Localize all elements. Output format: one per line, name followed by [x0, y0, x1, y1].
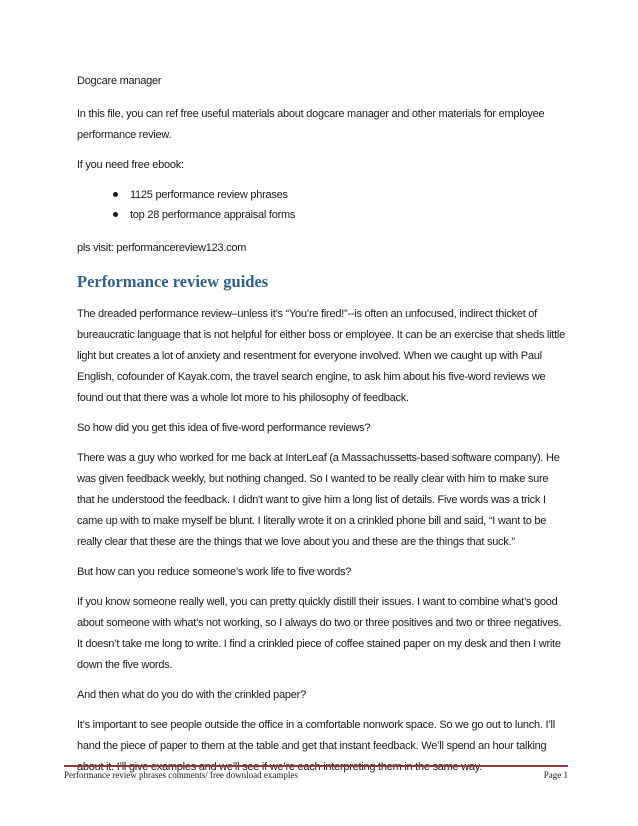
doc-title: Dogcare manager	[77, 75, 162, 87]
page-content	[77, 71, 567, 778]
body-paragraph-1: The dreaded performance review–unless it’s “You’re fired!”--is often an unfocused, indirect thicket of bureaucratic language that is not helpful for either boss or employee. It can be an exercise that sheds little light but creates a lot of anxiety and resentment for everyone involved. When we caught up with Paul English, cofounder of Kayak.com, the travel search engine, to ask him about his five-word reviews we found out that there was a whole lot more to his philosophy of feedback.	[77, 308, 565, 404]
page-number: Page 1	[543, 770, 568, 780]
footer-rule	[64, 765, 568, 767]
ebook-line: If you need free ebook:	[77, 159, 184, 171]
list-item	[77, 185, 567, 205]
question-2: But how can you reduce someone’s work life to five words?	[77, 566, 352, 578]
body-paragraph-2: There was a guy who worked for me back at InterLeaf (a Massachussetts-based software company). He was given feedback weekly, but nothing changed. So I wanted to be really clear with him to make sure that he understood the feedback. I didn't want to give him a long list of details. Five words was a trick I came up with to make myself be blunt. I literally wrote it on a crinkled phone bill and said, “I want to be really clear that these are the things that we love about you and these are the things that suck.”	[77, 452, 560, 548]
body-paragraph-3: If you know someone really well, you can pretty quickly distill their issues. I want to combine what’s good about someone with what’s not working, so I always do two or three positives and two or three negatives. It doesn’t take me long to write. I find a crinkled piece of coffee stained paper on my desk and then I write down the five words.	[77, 596, 562, 671]
bullet-icon	[113, 212, 118, 217]
ebook-list	[77, 185, 567, 225]
intro-paragraph: In this file, you can ref free useful materials about dogcare manager and other materials for employee performance review.	[77, 108, 545, 141]
body-paragraph-4: It’s important to see people outside the office in a comfortable nonwork space. So we go out to lunch. I’ll hand the piece of paper to them at the table and get that instant feedback. We’ll spend an hour talking about it. I’ll give examples and we’ll see if we’re each interpreting them in the same way.	[77, 719, 555, 773]
question-1: So how did you get this idea of five-word performance reviews?	[77, 422, 371, 434]
footer-text: Performance review phrases comments/ free download examples	[64, 770, 298, 780]
question-3: And then what do you do with the crinkled paper?	[77, 689, 306, 701]
list-item	[77, 205, 567, 225]
section-heading: Performance review guides	[77, 272, 269, 291]
list-item-text: 1125 performance review phrases	[130, 189, 288, 201]
bullet-icon	[113, 192, 118, 197]
visit-line: pls visit: performancereview123.com	[77, 242, 247, 254]
list-item-text: top 28 performance appraisal forms	[130, 209, 296, 221]
